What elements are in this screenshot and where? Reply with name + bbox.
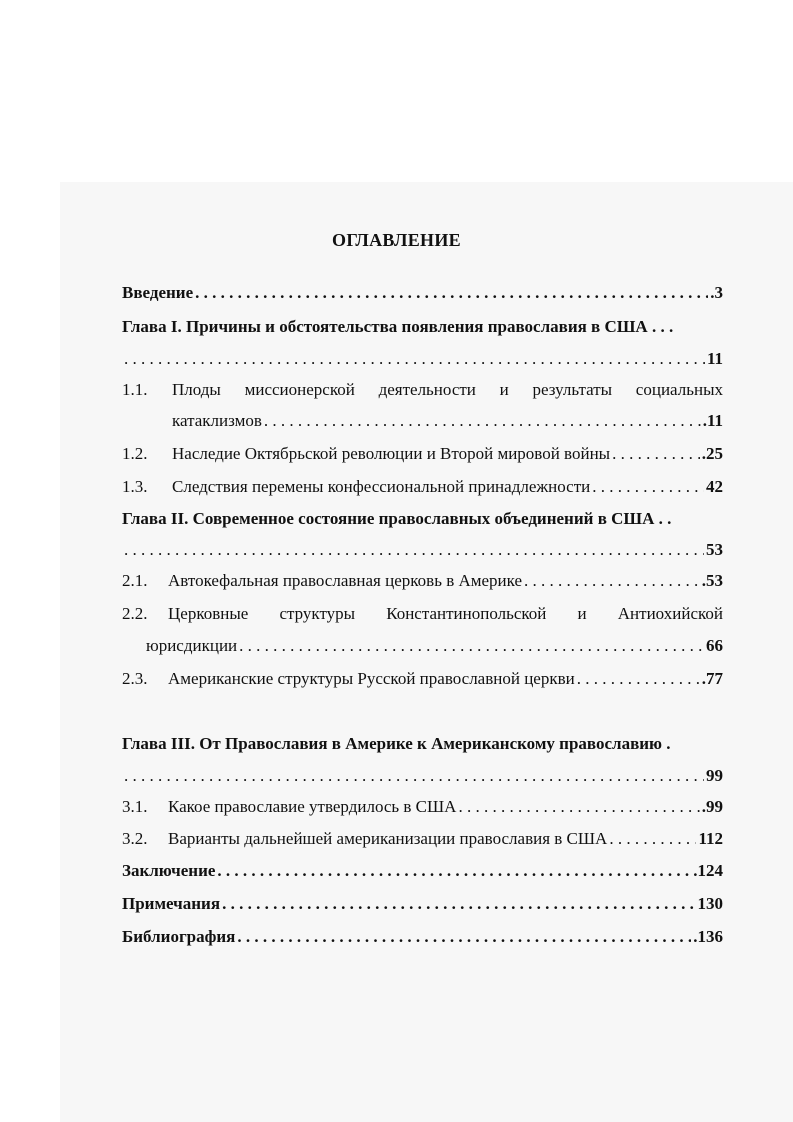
toc-entry-label: Американские структуры Русской православной церкви (168, 669, 575, 688)
toc-chapter-3-leader (122, 765, 723, 787)
toc-section-2-3 (168, 668, 723, 690)
leader-dots (217, 860, 691, 882)
section-number: 2.2. (122, 604, 148, 623)
toc-entry-page: .3 (710, 283, 723, 302)
leader-dots (609, 828, 696, 850)
toc-entry-notes (122, 893, 723, 915)
toc-entry-page: 11 (706, 349, 723, 368)
toc-entry-label: Введение (122, 283, 194, 302)
leader-dots (237, 926, 691, 948)
toc-entry-page: 66 (706, 636, 723, 655)
toc-entry-label: юрисдикции (146, 636, 238, 655)
toc-entry-page: .11 (702, 411, 723, 430)
toc-entry-page: .53 (701, 571, 723, 590)
toc-section-1-2 (172, 443, 723, 465)
leader-dots (239, 635, 704, 657)
toc-section-2-2-line2 (146, 635, 723, 657)
section-number: 3.2. (122, 829, 148, 848)
toc-chapter-2-leader (122, 539, 723, 561)
toc-chapter-2-heading: Глава II. Современное состояние православных объединений в США . . (122, 509, 672, 528)
toc-entry-page: 112 (698, 829, 723, 848)
toc-entry-page: .124 (693, 861, 723, 880)
section-number: 3.1. (122, 797, 148, 816)
toc-section-1-1-line2 (172, 410, 723, 432)
toc-chapter-1-heading: Глава I. Причины и обстоятельства появления православия в США . . . (122, 317, 674, 336)
section-number: 1.1. (122, 380, 148, 399)
leader-dots (458, 796, 699, 818)
toc-entry-label: катаклизмов (172, 411, 262, 430)
leader-dots (524, 570, 700, 592)
leader-dots (222, 893, 695, 915)
toc-entry-label: Заключение (122, 861, 216, 880)
toc-entry-page: .136 (693, 927, 723, 946)
section-number: 2.3. (122, 669, 148, 688)
toc-section-1-3 (172, 476, 723, 498)
leader-dots (264, 410, 701, 432)
leader-dots (195, 282, 708, 304)
leader-dots (124, 539, 704, 561)
toc-section-3-2 (168, 828, 723, 850)
toc-entry-intro (122, 282, 723, 304)
toc-entry-label: Наследие Октябрьской революции и Второй мировой войны (172, 444, 611, 463)
toc-entry-page: .77 (701, 669, 723, 688)
section-number: 2.1. (122, 571, 148, 590)
toc-chapter-3-heading: Глава III. От Православия в Америке к Американскому православию . (122, 734, 671, 753)
toc-entry-page: 99 (706, 766, 723, 785)
toc-entry-page: 53 (706, 540, 723, 559)
toc-entry-page: .25 (701, 444, 723, 463)
leader-dots (124, 765, 704, 787)
toc-entry-bibliography (122, 926, 723, 948)
toc-entry-label: Какое православие утвердилось в США (168, 797, 457, 816)
leader-dots (612, 443, 700, 465)
toc-chapter-1-leader (122, 348, 723, 370)
toc-entry-page: .99 (701, 797, 723, 816)
leader-dots (592, 476, 704, 498)
toc-entry-conclusion (122, 860, 723, 882)
section-number: 1.2. (122, 444, 148, 463)
toc-entry-page: 130 (697, 894, 723, 913)
toc-entry-label: Автокефальная православная церковь в Америке (168, 571, 523, 590)
toc-section-2-1 (168, 570, 723, 592)
toc-section-1-1-line1: Плоды миссионерской деятельности и результаты социальных (172, 380, 723, 399)
toc-entry-label: Библиография (122, 927, 236, 946)
toc-section-3-1 (168, 796, 723, 818)
section-number: 1.3. (122, 477, 148, 496)
toc-entry-page: 42 (706, 477, 723, 496)
toc-entry-label: Следствия перемены конфессиональной принадлежности (172, 477, 591, 496)
toc-title: ОГЛАВЛЕНИЕ (332, 230, 461, 250)
toc-section-2-2-line1: Церковные структуры Константинопольской и Антиохийской (168, 604, 723, 623)
leader-dots (124, 348, 705, 370)
leader-dots (577, 668, 700, 690)
toc-entry-label: Варианты дальнейшей американизации православия в США (168, 829, 608, 848)
toc-entry-label: Примечания (122, 894, 221, 913)
